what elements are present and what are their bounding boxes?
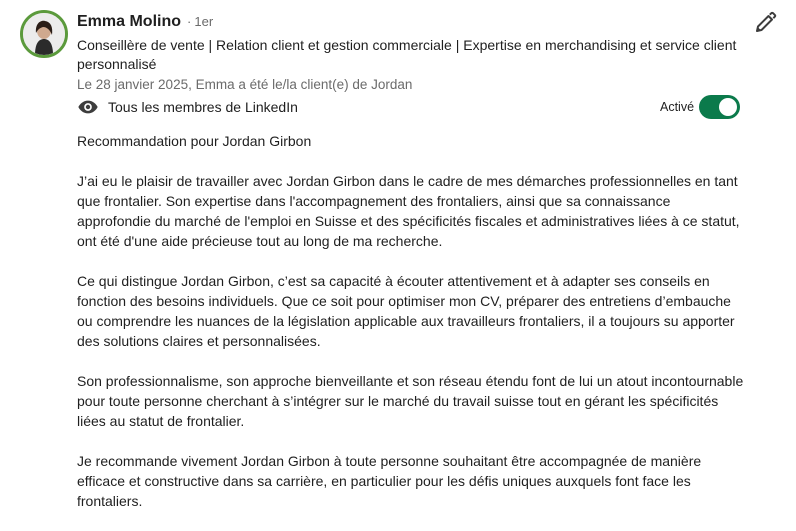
- toggle-label: Activé: [660, 100, 695, 114]
- recommendation-paragraph: Son professionnalisme, son approche bienveillante et son réseau étendu font de lui un atout incontournable pour toute personne cherchant à s’intégrer sur le marché du travail suisse tout en gérant les spécificités liées au statut de frontalier.: [77, 373, 744, 429]
- separator: ·: [187, 14, 192, 29]
- recommendation-paragraph: J’ai eu le plaisir de travailler avec Jordan Girbon dans le cadre de mes démarches professionnelles en tant que frontalier. Son expertise dans l'accompagnement des frontaliers, ainsi que sa connaissance approfondie du marché de l'emploi en Suisse et des spécificités fiscales et administratives liées à ce statut, ont été d'une aide précieuse tout au long de ma recherche.: [77, 173, 740, 249]
- visibility-label: Tous les membres de LinkedIn: [108, 99, 298, 115]
- pencil-icon[interactable]: [753, 11, 777, 35]
- avatar[interactable]: [20, 10, 68, 58]
- recommender-name[interactable]: Emma Molino: [77, 13, 182, 30]
- recommendation-paragraph: Je recommande vivement Jordan Girbon à toute personne souhaitant être accompagnée de manière efficace et constructive dans sa carrière, en particulier pour les défis uniques auxquels font face les frontaliers.: [77, 453, 702, 509]
- connection-degree: 1er: [194, 14, 214, 29]
- name-row: [77, 13, 213, 31]
- relationship-date: Le 28 janvier 2025, Emma a été le/la client(e) de Jordan: [77, 77, 413, 92]
- recommendation-paragraph: Ce qui distingue Jordan Girbon, c’est sa capacité à écouter attentivement et à adapter ses conseils en fonction des besoins individuels. Que ce soit pour optimiser mon CV, préparer des entretiens d’embauche ou comprendre les nuances de la législation applicable aux travailleurs frontaliers, il a toujours su apporter des solutions claires et personnalisées.: [77, 273, 735, 349]
- eye-icon: [77, 96, 99, 118]
- recommendation-title: Recommandation pour Jordan Girbon: [77, 133, 312, 149]
- visibility-toggle[interactable]: [699, 95, 740, 119]
- visibility-setting: [77, 96, 298, 118]
- recommender-headline: Conseillère de vente | Relation client et gestion commerciale | Expertise en merchandising et service client personnalisé: [77, 37, 737, 72]
- toggle-knob: [719, 98, 737, 116]
- recommendation-text: [77, 131, 747, 531]
- avatar-photo: [23, 13, 65, 55]
